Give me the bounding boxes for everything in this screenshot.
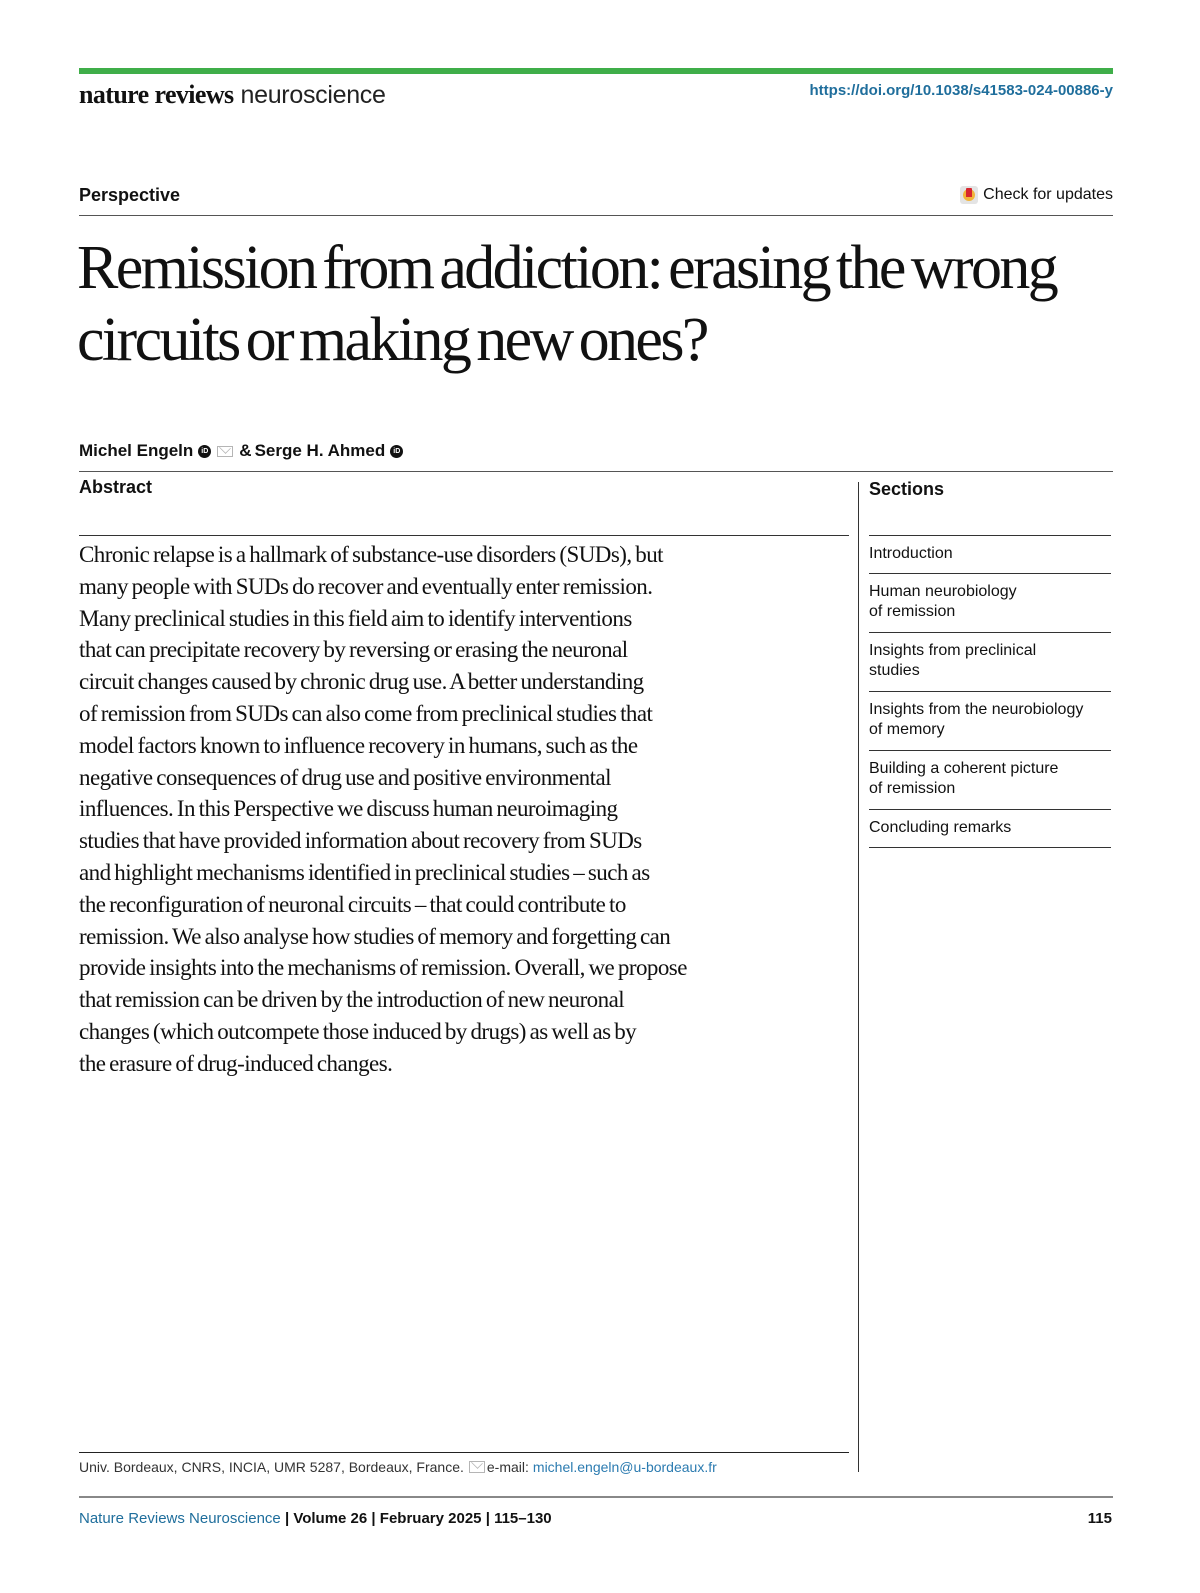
author-list	[79, 441, 403, 461]
affiliation-text: Univ. Bordeaux, CNRS, INCIA, UMR 5287, Bordeaux, France.	[79, 1459, 464, 1475]
section-link-concluding-remarks[interactable]	[869, 810, 1111, 848]
abstract-body	[79, 539, 859, 1080]
journal-logo-bold: nature reviews	[79, 80, 234, 109]
abstract-line: that can precipitate recovery by reversing or erasing the neuronal	[79, 637, 628, 663]
abstract-line: Many preclinical studies in this field aim to identify interventions	[79, 605, 632, 631]
section-link-label: Insights from the neurobiology	[869, 701, 1084, 718]
divider	[79, 535, 849, 536]
abstract-line: remission. We also analyse how studies of memory and forgetting can	[79, 923, 671, 949]
author-separator: &	[239, 441, 252, 460]
citation-footer	[79, 1510, 552, 1527]
section-link-coherent-picture[interactable]	[869, 751, 1111, 810]
abstract-line: the reconfiguration of neuronal circuits – that could contribute to	[79, 891, 626, 917]
journal-logo-light: neuroscience	[240, 81, 386, 109]
abstract-line: of remission from SUDs can also come from preclinical studies that	[79, 700, 653, 726]
email-link[interactable]: michel.engeln@u-bordeaux.fr	[532, 1459, 717, 1475]
footer-separator: |	[284, 1510, 290, 1527]
section-link-label: Introduction	[869, 545, 953, 562]
journal-accent-bar	[79, 68, 1113, 74]
section-link-label: of remission	[869, 780, 956, 797]
footer-pages: 115–130	[494, 1510, 552, 1527]
abstract-line: that remission can be driven by the introduction of new neuronal	[79, 987, 625, 1013]
orcid-icon[interactable]: iD	[198, 445, 211, 458]
article-title: Remission from addiction: erasing the wrong circuits or making new ones?	[77, 234, 1057, 374]
column-divider	[858, 482, 859, 1472]
divider	[79, 1452, 849, 1453]
divider	[79, 215, 1113, 216]
article-type: Perspective	[79, 185, 181, 205]
abstract-line: influences. In this Perspective we discuss human neuroimaging	[79, 796, 618, 822]
abstract-line: negative consequences of drug use and positive environmental	[79, 764, 611, 790]
abstract-line: the erasure of drug-induced changes.	[79, 1050, 393, 1076]
sections-heading: Sections	[869, 479, 945, 499]
journal-logo	[79, 79, 386, 110]
section-link-label: Insights from preclinical	[869, 642, 1037, 659]
email-icon	[469, 1461, 485, 1473]
email-label: e-mail:	[486, 1459, 529, 1475]
footer-volume: Volume 26	[293, 1510, 368, 1527]
abstract-line: studies that have provided information about recovery from SUDs	[79, 828, 642, 854]
email-icon[interactable]	[217, 446, 233, 457]
section-link-introduction[interactable]	[869, 536, 1111, 574]
sections-nav	[869, 535, 1111, 848]
section-link-label: of memory	[869, 721, 945, 738]
abstract-line: Chronic relapse is a hallmark of substance-use disorders (SUDs), but	[79, 542, 664, 567]
section-link-label: Human neurobiology	[869, 583, 1017, 600]
page-number: 115	[1087, 1510, 1112, 1527]
check-for-updates-button[interactable]	[960, 186, 1113, 204]
footer-separator: |	[371, 1510, 376, 1527]
divider	[79, 471, 1113, 472]
section-link-human-neurobiology[interactable]	[869, 574, 1111, 633]
abstract-line: changes (which outcompete those induced by drugs) as well as by	[79, 1018, 637, 1044]
author-name[interactable]: Serge H. Ahmed	[254, 441, 386, 460]
divider	[79, 1496, 1113, 1498]
abstract-line: and highlight mechanisms identified in preclinical studies – such as	[79, 859, 650, 885]
section-link-label: Building a coherent picture	[869, 760, 1059, 777]
abstract-line: provide insights into the mechanisms of remission. Overall, we propose	[79, 955, 687, 981]
affiliation	[79, 1459, 717, 1475]
author-name[interactable]: Michel Engeln	[79, 441, 194, 460]
footer-date: February 2025	[379, 1510, 482, 1527]
section-link-preclinical-insights[interactable]	[869, 633, 1111, 692]
footer-journal-name[interactable]: Nature Reviews Neuroscience	[79, 1510, 281, 1527]
doi-link[interactable]: https://doi.org/10.1038/s41583-024-00886-y	[809, 82, 1113, 99]
section-link-label: of remission	[869, 603, 956, 620]
crossmark-icon	[960, 186, 978, 204]
check-for-updates-label: Check for updates	[983, 186, 1113, 203]
abstract-line: circuit changes caused by chronic drug use. A better understanding	[79, 669, 644, 695]
abstract-line: many people with SUDs do recover and eventually enter remission.	[79, 573, 653, 599]
section-link-label: Concluding remarks	[869, 819, 1012, 836]
footer-separator: |	[485, 1510, 490, 1527]
abstract-line: model factors known to influence recovery in humans, such as the	[79, 732, 638, 758]
orcid-icon[interactable]: iD	[390, 445, 403, 458]
section-link-memory-insights[interactable]	[869, 692, 1111, 751]
abstract-heading: Abstract	[79, 477, 153, 497]
section-link-label: studies	[869, 662, 920, 679]
